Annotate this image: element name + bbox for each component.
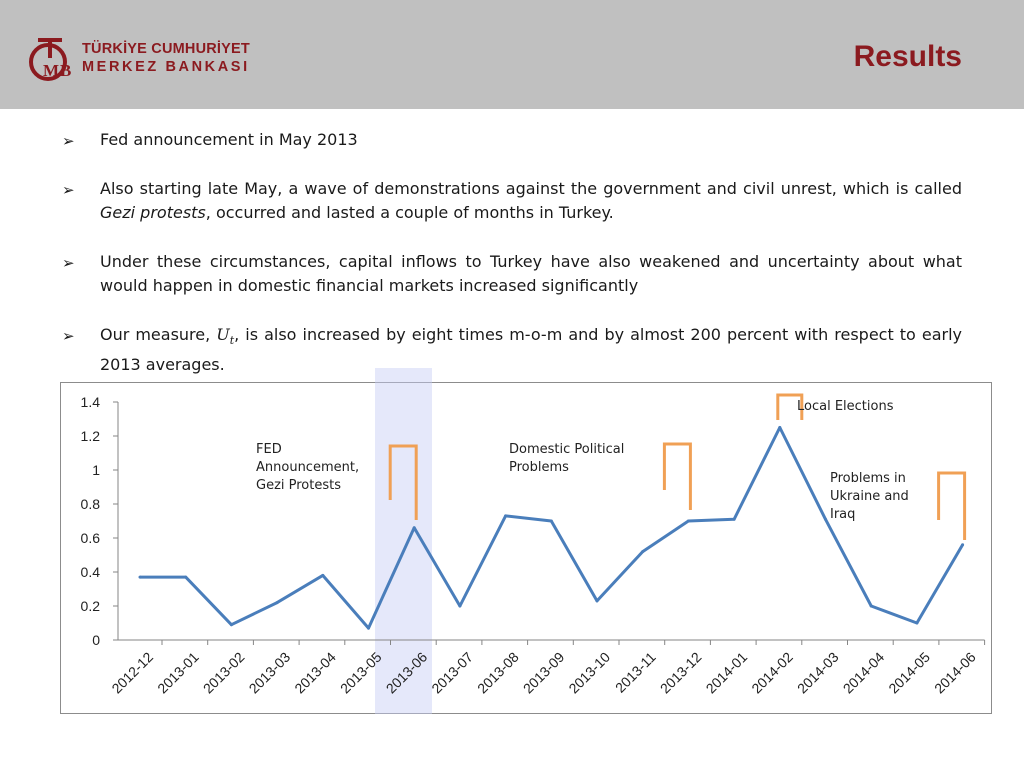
x-tick-label: 2012-12 [108, 648, 157, 697]
y-tick-label: 0.4 [80, 564, 100, 580]
logo-line-1: TÜRKİYE CUMHURİYET [82, 41, 250, 57]
logo-line-2: MERKEZ BANKASI [82, 59, 250, 75]
data-point [367, 627, 370, 630]
annotation-marker-ukraine [939, 473, 965, 540]
data-point [321, 574, 324, 577]
x-tick-label: 2013-10 [565, 648, 614, 697]
data-point [184, 576, 187, 579]
y-tick-label: 0.6 [80, 530, 100, 546]
arrow-bullet-icon: ➢ [62, 326, 75, 345]
data-point [276, 601, 279, 604]
x-tick-label: 2014-01 [702, 648, 751, 697]
x-tick-label: 2014-05 [885, 648, 934, 697]
data-point [915, 622, 918, 625]
data-point [778, 426, 781, 429]
data-point [550, 520, 553, 523]
data-point [870, 605, 873, 608]
data-point [687, 520, 690, 523]
annotation-label: FED [256, 442, 282, 457]
x-tick-label: 2013-06 [382, 648, 431, 697]
data-point [139, 576, 142, 579]
bullet-text-post: , occurred and lasted a couple of months in Turkey. [205, 203, 614, 222]
arrow-bullet-icon: ➢ [62, 132, 75, 150]
x-tick-label: 2013-01 [154, 648, 202, 697]
x-tick-label: 2014-02 [748, 648, 796, 697]
arrow-bullet-icon: ➢ [62, 180, 75, 199]
x-tick-label: 2013-03 [245, 648, 294, 697]
annotation-label: Gezi Protests [256, 478, 342, 493]
data-point [504, 514, 507, 517]
slide-title: Results [853, 40, 962, 73]
annotation-label: Problems in [830, 471, 906, 486]
data-point [641, 550, 644, 553]
x-tick-label: 2013-05 [336, 648, 385, 697]
x-tick-label: 2014-03 [793, 648, 842, 697]
data-point [230, 623, 233, 626]
bullet-text: Under these circumstances, capital inflows to Turkey have also weakened and uncertainty about what would happen in domestic financial markets increased significantly [100, 251, 962, 295]
data-point [961, 543, 964, 546]
x-tick-label: 2013-08 [474, 648, 522, 697]
svg-text:B: B [60, 61, 72, 80]
bullet-text-pre: Our measure, [100, 324, 217, 344]
bullet-emphasis: Gezi protests [100, 203, 206, 222]
annotation-label: Local Elections [797, 399, 894, 414]
series-line [140, 428, 963, 629]
data-point [458, 605, 461, 608]
annotation-label: Ukraine and [830, 489, 909, 504]
annotation-marker-domestic [664, 444, 690, 510]
y-tick-label: 0.2 [80, 598, 100, 614]
x-tick-label: 2014-06 [931, 648, 979, 697]
y-tick-label: 1.2 [80, 428, 100, 444]
bullet-text-pre: Also starting late May, a wave of demonstrations against the government and civil unrest, which is called [100, 178, 962, 198]
y-tick-label: 0.8 [80, 496, 100, 512]
data-point [824, 518, 827, 521]
measure-subscript: t [229, 333, 235, 347]
x-tick-label: 2013-07 [428, 648, 477, 697]
data-point [596, 599, 599, 602]
y-tick-label: 1.4 [80, 394, 100, 410]
y-tick-label: 0 [92, 632, 100, 648]
x-tick-label: 2013-02 [199, 648, 248, 697]
svg-text:M: M [43, 61, 60, 80]
annotation-marker-fed [390, 446, 416, 520]
y-tick-label: 1 [92, 462, 100, 478]
annotation-label: Problems [509, 460, 569, 475]
bullet-text: Fed announcement in May 2013 [100, 130, 358, 149]
data-point [413, 526, 416, 529]
annotation-label: Domestic Political [509, 442, 625, 457]
bullet-text-post: , is also increased by eight times m-o-m and by almost 200 percent with respect to early 2013 averages. [100, 324, 962, 375]
x-tick-label: 2013-12 [656, 648, 705, 697]
annotation-label: Iraq [830, 507, 856, 522]
annotation-label: Announcement, [256, 460, 360, 475]
x-tick-label: 2013-11 [611, 648, 659, 696]
measure-variable: U [216, 324, 230, 344]
x-tick-label: 2014-04 [839, 648, 888, 697]
x-tick-label: 2013-04 [291, 648, 339, 697]
x-tick-label: 2013-09 [519, 648, 568, 697]
arrow-bullet-icon: ➢ [62, 253, 75, 272]
data-point [733, 518, 736, 521]
